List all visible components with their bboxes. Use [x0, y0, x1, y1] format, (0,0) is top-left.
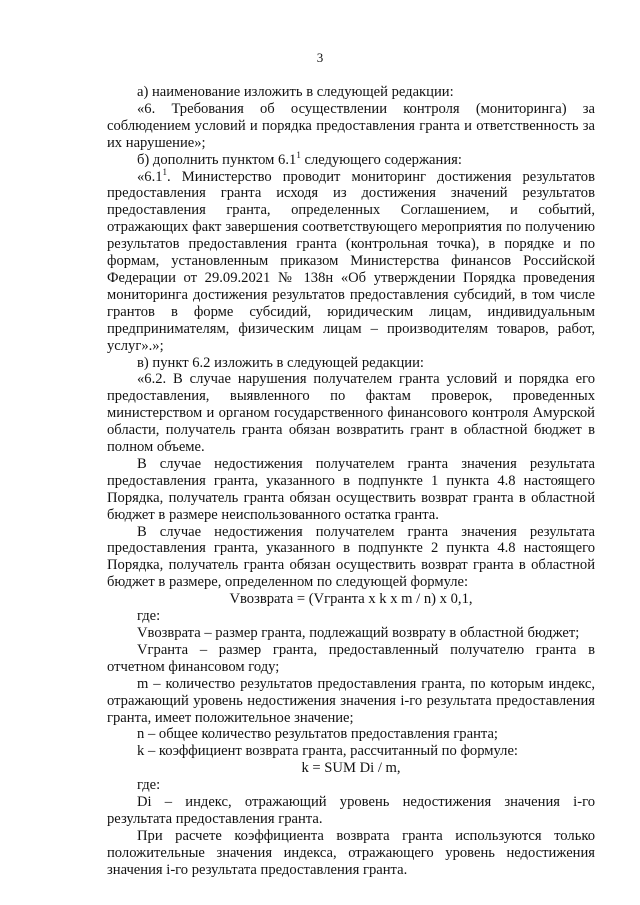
definition: k – коэффициент возврата гранта, рассчитанный по формуле:: [137, 743, 518, 760]
paragraph-text: . Министерство проводит мониторинг достижения результатов предоставления гранта исходя из достижения значений результатов предоставления гранта, определенных Соглашением, и событий, отражающих факт завершения соответствующего мероприятия по получению результатов предоставления гранта (контрольная точка), в порядке и по формам, установленным приказом Министерства финансов Российской Федерации от 29.09.2021 № 138н «Об утверждении Порядка проведения мониторинга достижения результатов предоставления субсидий, в том числе грантов в форме субсидий, юридическим лицам, индивидуальным предпринимателям, физическим лицам – производителям товаров, работ, услуг».»;: [107, 168, 595, 354]
paragraph-text: следующего содержания:: [300, 151, 462, 168]
paragraph: а) наименование изложить в следующей редакции:: [137, 84, 454, 100]
definition: Vвозврата – размер гранта, подлежащий возврату в областной бюджет;: [137, 625, 580, 641]
definition: m – количество результатов предоставления гранта, по которым индекс, отражающий уровень недостижения значения i-го результата предоставления гранта, имеет положительное значение;: [107, 675, 595, 726]
page-number: 3: [316, 50, 324, 65]
definition: n – общее количество результатов предоставления гранта;: [137, 726, 498, 743]
paragraph: В случае недостижения получателем гранта значения результата предоставления гранта, указанного в подпункте 1 пункта 4.8 настоящего Порядка, получатель гранта обязан осуществить возврат гранта в областной бюджет в размере неиспользованного остатка гранта.: [107, 455, 595, 523]
paragraph: В случае недостижения получателем гранта значения результата предоставления гранта, указанного в подпункте 2 пункта 4.8 настоящего Порядка, получатель гранта обязан осуществить возврат гранта в областной бюджет в размере, определенном по следующей формуле:: [107, 523, 595, 591]
formula: k = SUM Di / m,: [301, 760, 401, 777]
superscript: 1: [162, 166, 168, 177]
where-label: где:: [137, 777, 161, 794]
paragraph: «6. Требования об осуществлении контроля (мониторинга) за соблюдением условий и порядка предоставления гранта и ответственность за их нарушение»;: [107, 100, 595, 151]
paragraph-text: б) дополнить пунктом 6.1: [137, 151, 297, 168]
where-label: где:: [137, 608, 161, 625]
paragraph: в) пункт 6.2 изложить в следующей редакции:: [137, 354, 424, 371]
paragraph: При расчете коэффициента возврата гранта используются только положительные значения индекса, отражающего уровень недостижения значения i-го результата предоставления гранта.: [107, 827, 595, 878]
paragraph-text: «6.1: [137, 168, 163, 185]
document-body: [107, 84, 595, 879]
paragraph: [107, 149, 595, 169]
definition: Vгранта – размер гранта, предоставленный получателю гранта в отчетном финансовом году;: [107, 641, 595, 675]
superscript: 1: [296, 149, 301, 160]
paragraph: «6.2. В случае нарушения получателем гранта условий и порядка его предоставления, выявленного по фактам проверок, проведенных министерством и органом государственного финансового контроля Амурской области, получатель гранта обязан возвратить грант в областной бюджет в полном объеме.: [107, 371, 595, 456]
paragraph: [107, 166, 595, 355]
definition: Di – индекс, отражающий уровень недостижения значения i-го результата предоставления гранта.: [107, 794, 595, 827]
formula: Vвозврата = (Vгранта x k x m / n) x 0,1,: [229, 591, 473, 608]
